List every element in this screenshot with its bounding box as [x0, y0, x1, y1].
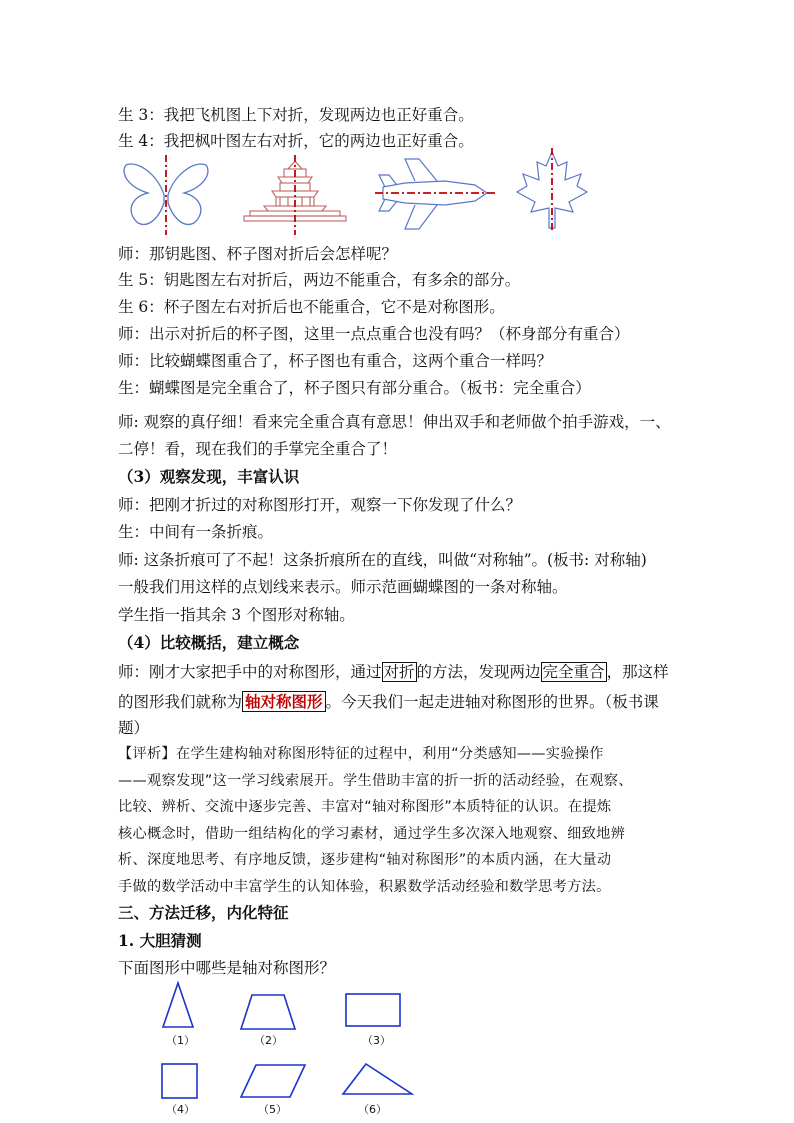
shape-caption: （6）: [358, 1103, 387, 1116]
text-line: 师：把刚才折过的对称图形打开，观察一下你发现了什么？: [118, 496, 522, 514]
shape-caption: （2）: [254, 1034, 283, 1047]
text-line: 生：中间有一条折痕。: [118, 523, 274, 541]
concept-text: ，那这样: [606, 663, 669, 681]
comment-line: 手做的数学活动中丰富学生的认知体验，积累数学活动经验和数学思考方法。: [118, 878, 611, 895]
boxed-keyword: 对折: [383, 663, 415, 681]
comment-line: 析、深度地思考、有序地反馈，逐步建构“轴对称图形”的本质内涵，在大量动: [118, 852, 612, 868]
text-line: 生 4：我把枫叶图左右对折，它的两边也正好重合。: [118, 132, 474, 150]
text-line: 学生指一指其余 3 个图形对称轴。: [118, 606, 355, 624]
shape-caption: （4）: [166, 1103, 195, 1116]
parallelogram-shape: [238, 1062, 308, 1100]
text-line: 师: 观察的真仔细！看来完全重合真有意思！伸出双手和老师做个拍手游戏，一、: [118, 413, 671, 431]
text-line: 师：出示对折后的杯子图，这里一点点重合也没有吗？（杯身部分有重合）: [118, 325, 630, 343]
text-line: 生 5：钥匙图左右对折后，两边不能重合，有多余的部分。: [118, 271, 521, 289]
question-text: 下面图形中哪些是轴对称图形？: [118, 959, 336, 977]
text-line: 生：蝴蝶图是完全重合了，杯子图只有部分重合。（板书：完全重合）: [118, 379, 591, 397]
shape-caption: （5）: [258, 1103, 287, 1116]
right-triangle-shape: [340, 1060, 414, 1098]
concept-line-2: [118, 689, 688, 715]
comment-line: 核心概念时，借助一组结构化的学习素材，通过学生多次深入地观察、细致地辨: [118, 825, 626, 842]
text-line: 师: 这条折痕可了不起！这条折痕所在的直线，叫做“对称轴”。(板书: 对称轴): [118, 551, 647, 569]
subsection-title: 1. 大胆猜测: [118, 931, 202, 950]
boxed-keyword: 完全重合: [542, 663, 605, 681]
highlighted-term: 轴对称图形: [242, 691, 326, 712]
shape-caption: （3）: [362, 1034, 391, 1047]
text-line: 题）: [118, 719, 150, 737]
comment-block: [118, 741, 690, 900]
square-shape: [160, 1062, 200, 1100]
airplane-figure: [375, 155, 495, 235]
maple-leaf-figure: [515, 148, 590, 233]
triangle-shape: [160, 980, 196, 1030]
concept-text: 。今天我们一起走进轴对称图形的世界。（板书课: [325, 693, 659, 711]
shape-caption: （1）: [166, 1034, 195, 1047]
trapezoid-shape: [238, 992, 298, 1032]
butterfly-figure: [118, 155, 213, 235]
section-heading: （3）观察发现，丰富认识: [118, 467, 300, 486]
concept-text: 的方法，发现两边: [416, 663, 541, 681]
section-title: 三、方法迁移，内化特征: [118, 903, 289, 922]
text-line: 师：比较蝴蝶图重合了，杯子图也有重合，这两个重合一样吗？: [118, 352, 553, 370]
concept-text: 师：刚才大家把手中的对称图形，通过: [118, 663, 382, 681]
comment-line: 【评析】在学生建构轴对称图形特征的过程中，利用“分类感知——实验操作: [118, 746, 604, 762]
text-line: 一般我们用这样的点划线来表示。师示范画蝴蝶图的一条对称轴。: [118, 578, 568, 596]
comment-line: 比较、辨析、交流中逐步完善、丰富对“轴对称图形”本质特征的认识。在提炼: [118, 799, 612, 815]
temple-figure: [240, 155, 350, 235]
concept-text: 的图形我们就称为: [118, 693, 243, 711]
text-line: 生 3：我把飞机图上下对折，发现两边也正好重合。: [118, 106, 474, 124]
comment-line: ——观察发现”这一学习线索展开。学生借助丰富的折一折的活动经验，在观察、: [118, 772, 633, 789]
text-line: 生 6：杯子图左右对折后也不能重合，它不是对称图形。: [118, 298, 505, 316]
rectangle-shape: [344, 992, 402, 1028]
section-heading: （4）比较概括，建立概念: [118, 633, 300, 652]
text-line: 师：那钥匙图、杯子图对折后会怎样呢？: [118, 245, 398, 263]
text-line: 二停！看，现在我们的手掌完全重合了！: [118, 440, 398, 458]
concept-line-1: [118, 659, 688, 685]
